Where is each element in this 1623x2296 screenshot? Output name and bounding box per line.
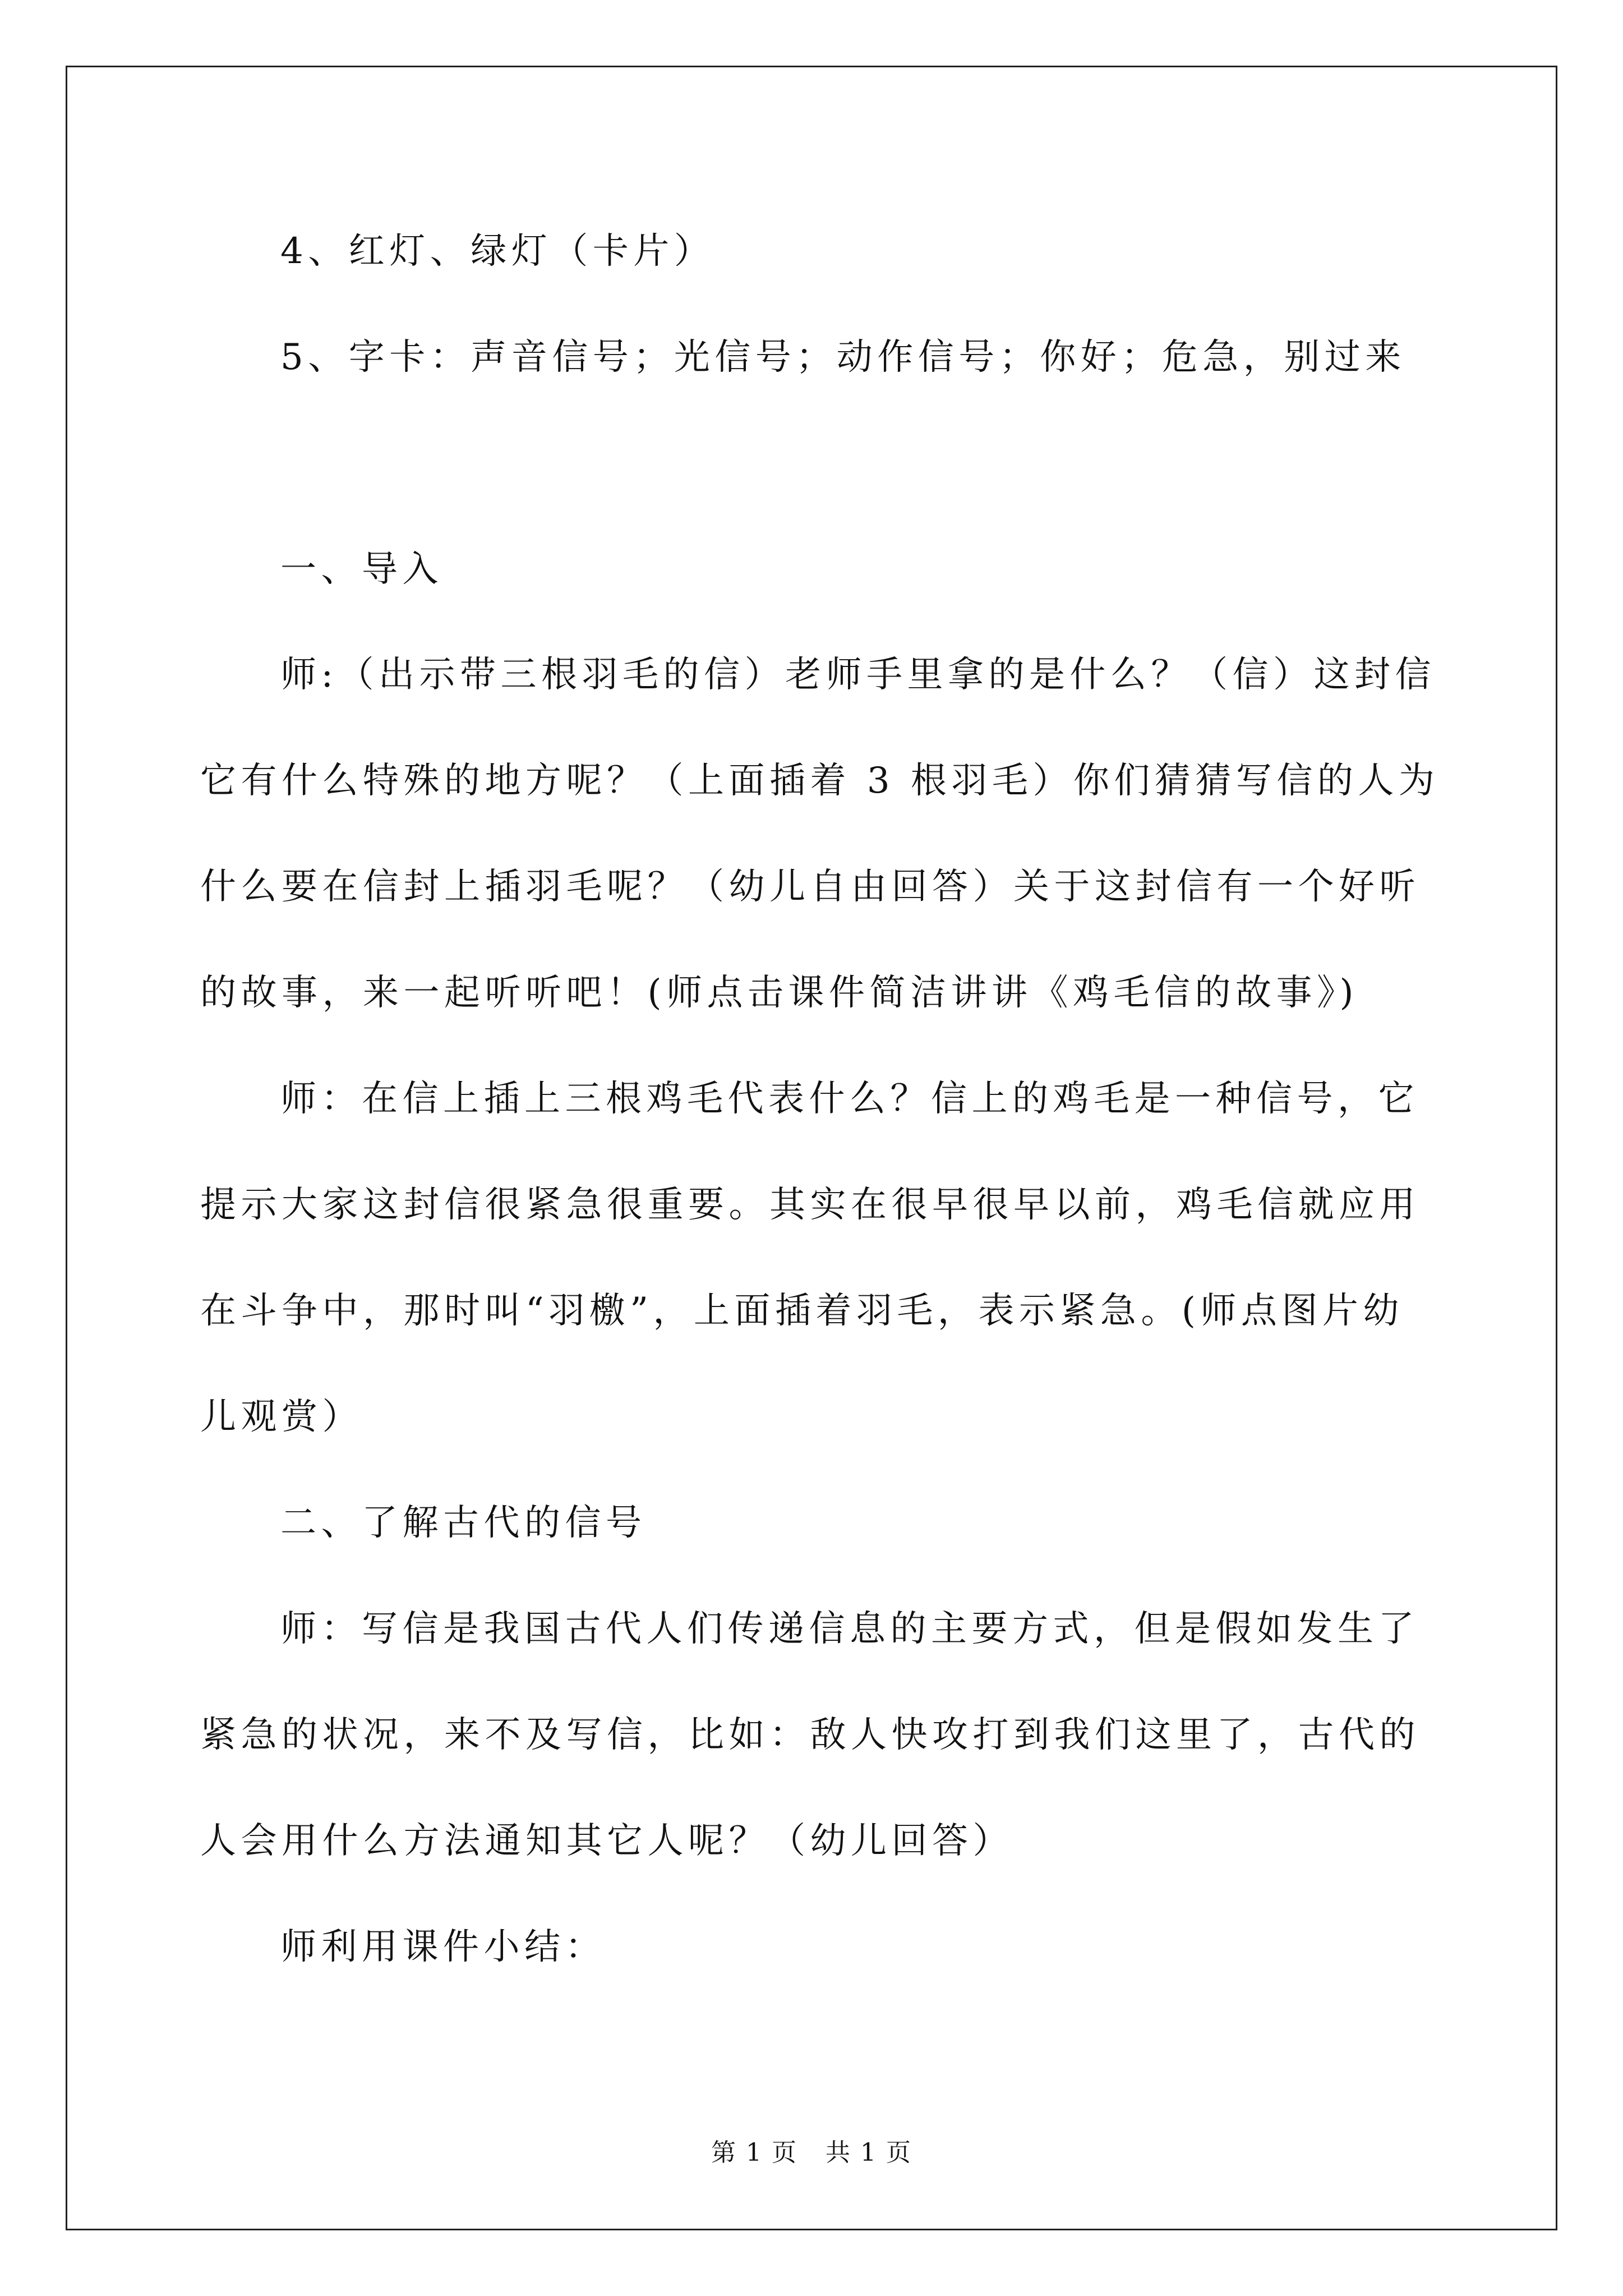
paragraph-line: 的故事，来一起听听吧！(师点击课件简洁讲讲《鸡毛信的故事》): [200, 972, 1358, 1014]
paragraph-line: 师利用课件小结：: [280, 1926, 606, 1968]
page-footer: [0, 2136, 1623, 2170]
paragraph-line: 它有什么特殊的地方呢？（上面插着 3 根羽毛）你们猜猜写信的人为: [200, 760, 1440, 802]
paragraph-line: 在斗争中，那时叫“羽檄”，上面插着羽毛，表示紧急。(师点图片幼: [200, 1290, 1404, 1332]
section-heading-intro: 一、导入: [280, 549, 443, 590]
paragraph-line: 师：在信上插上三根鸡毛代表什么？信上的鸡毛是一种信号，它: [280, 1078, 1419, 1120]
page-number-total: 共 1 页: [826, 2138, 912, 2167]
material-item-5: 5、字卡：声音信号；光信号；动作信号；你好；危急，别过来: [280, 337, 1406, 378]
page-number-current: 第 1 页: [711, 2138, 797, 2167]
page-border: [66, 66, 1557, 2230]
material-item-4: 4、红灯、绿灯（卡片）: [280, 231, 715, 272]
paragraph-line: 什么要在信封上插羽毛呢？（幼儿自由回答）关于这封信有一个好听: [200, 866, 1420, 908]
paragraph-line: 儿观赏）: [200, 1396, 363, 1438]
paragraph-line: 紧急的状况，来不及写信，比如：敌人快攻打到我们这里了，古代的: [200, 1714, 1420, 1756]
paragraph-line: 师:（出示带三根羽毛的信）老师手里拿的是什么？（信）这封信: [280, 654, 1436, 696]
paragraph-line: 人会用什么方法通知其它人呢？（幼儿回答）: [200, 1820, 1013, 1862]
paragraph-line: 提示大家这封信很紧急很重要。其实在很早很早以前，鸡毛信就应用: [200, 1184, 1420, 1226]
section-heading-ancient-signals: 二、了解古代的信号: [280, 1502, 647, 1544]
paragraph-line: 师：写信是我国古代人们传递信息的主要方式，但是假如发生了: [280, 1608, 1419, 1650]
